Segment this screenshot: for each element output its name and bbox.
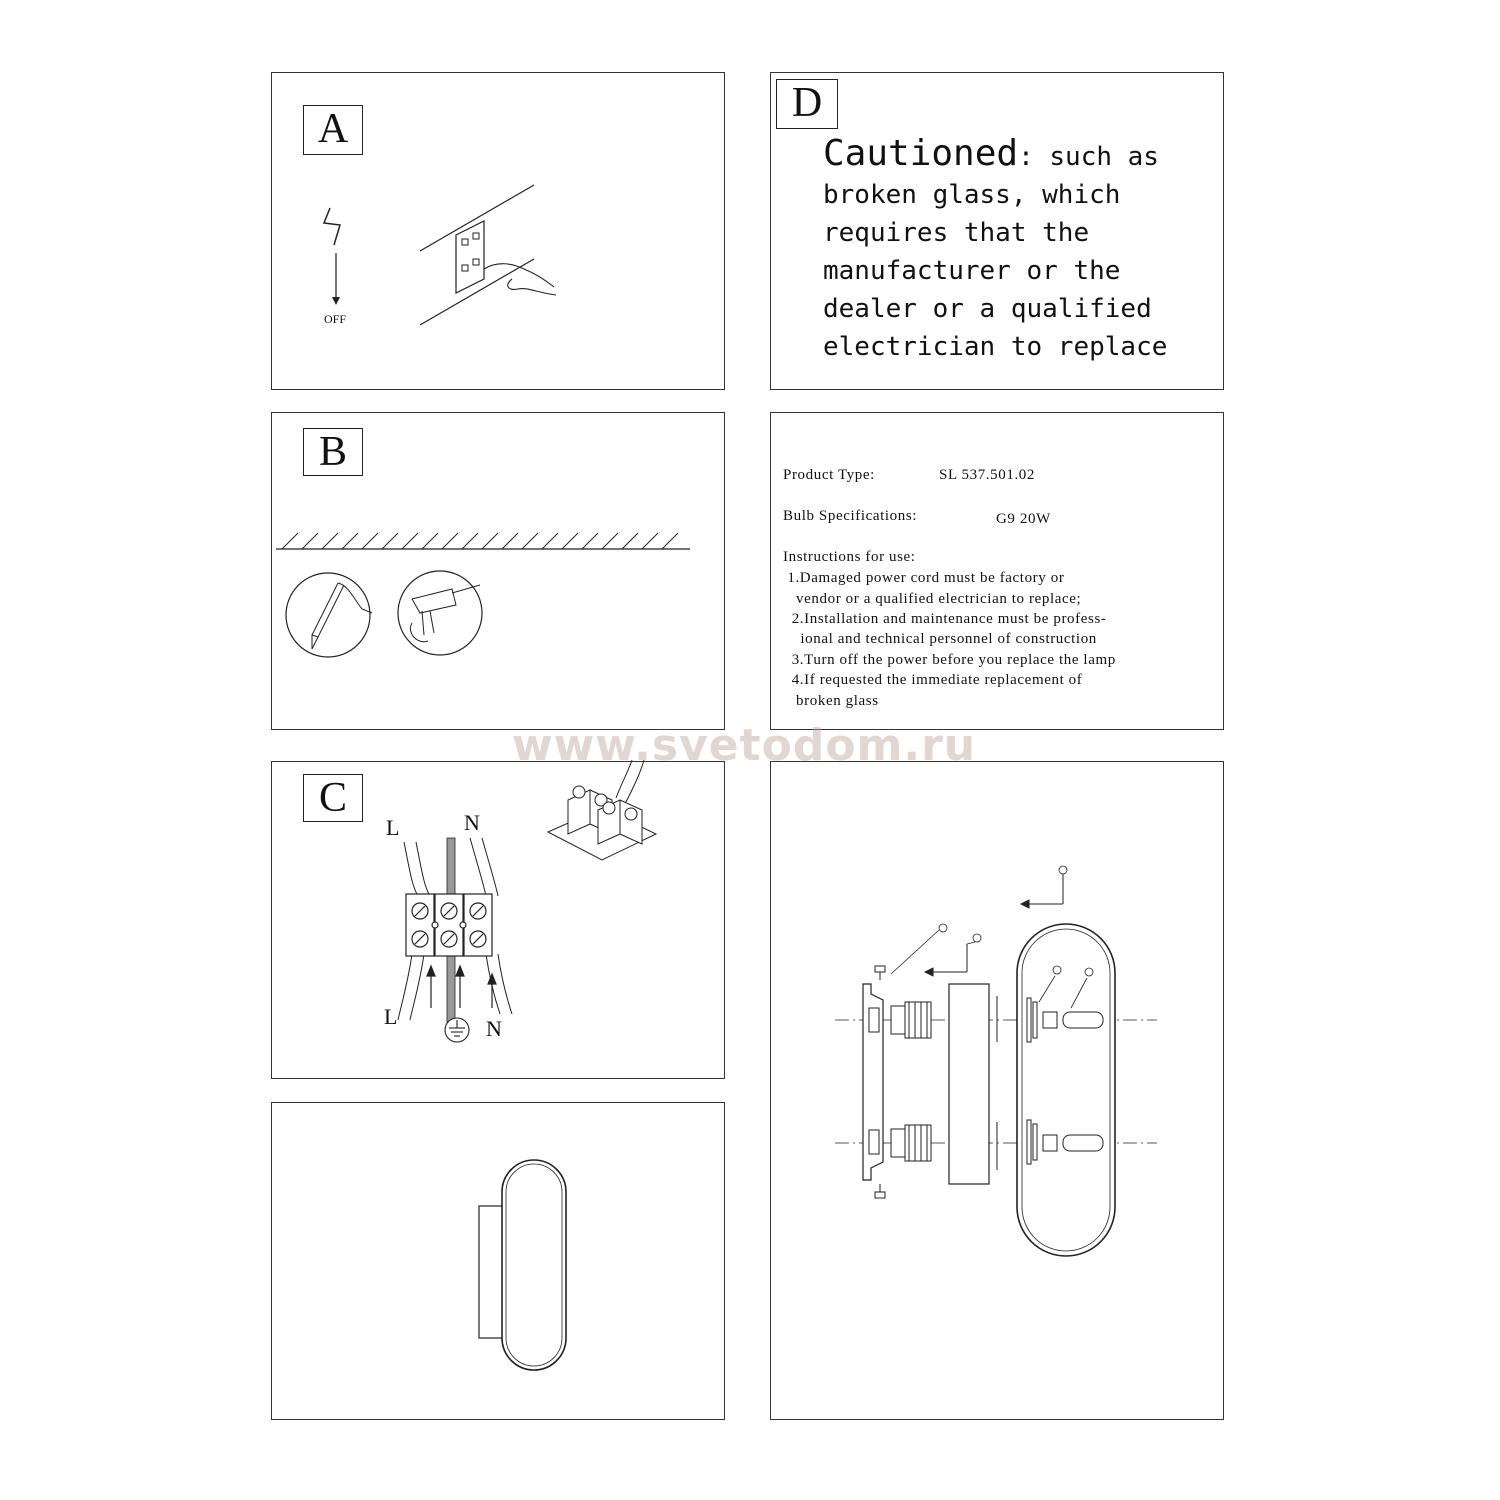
panel-c bbox=[271, 761, 725, 1079]
lamp-base-plate bbox=[479, 1206, 503, 1338]
bulb-spec-label: Bulb Specifications: bbox=[783, 508, 918, 524]
g9-bulb-top bbox=[1043, 1012, 1103, 1028]
panel-a bbox=[271, 72, 725, 390]
power-off-illustration bbox=[272, 73, 726, 391]
drill-icon bbox=[410, 585, 480, 642]
lamp-housing bbox=[949, 984, 989, 1184]
insert-arrows bbox=[427, 966, 496, 1008]
front-view-panel bbox=[271, 1102, 725, 1420]
lamp-side-view bbox=[272, 1103, 726, 1421]
bracket-slot-top bbox=[869, 1008, 879, 1032]
earth-ground-icon bbox=[445, 1018, 469, 1042]
step-letter-d: D bbox=[776, 79, 838, 129]
product-type-label: Product Type: bbox=[783, 467, 875, 483]
instruction-line: 3.Turn off the power before you replace the lamp bbox=[783, 652, 1116, 668]
pencil-mark-circle bbox=[286, 573, 370, 657]
terminal-block-3d-icon bbox=[548, 760, 656, 860]
wire-label-n-top: N bbox=[464, 810, 480, 835]
lamp-socket-top bbox=[891, 1002, 931, 1038]
panel-b bbox=[271, 412, 725, 730]
instruction-line: vendor or a qualified electrician to replace; bbox=[783, 591, 1082, 607]
instructions-label: Instructions for use: bbox=[783, 549, 916, 565]
wire-label-n-bottom: N bbox=[486, 1016, 502, 1041]
specs-panel bbox=[770, 412, 1224, 730]
caution-text bbox=[823, 135, 1223, 366]
down-arrow-icon bbox=[332, 297, 340, 305]
off-label: OFF bbox=[324, 312, 347, 326]
step-letter-b: B bbox=[303, 428, 363, 476]
wire-label-l-top: L bbox=[386, 815, 400, 840]
drill-circle bbox=[398, 571, 482, 655]
caution-line-2: broken glass, which bbox=[823, 180, 1121, 210]
instruction-line: ional and technical personnel of construction bbox=[783, 631, 1097, 647]
hand-icon bbox=[484, 264, 556, 295]
switch-box bbox=[456, 221, 484, 293]
step-letter-a: A bbox=[303, 105, 363, 155]
product-type-value: SL 537.501.02 bbox=[939, 467, 1035, 483]
glass-shade-outer bbox=[1017, 924, 1115, 1256]
bracket-slot-bottom bbox=[869, 1130, 879, 1154]
terminal-block bbox=[406, 894, 492, 956]
caution-line-6: electrician to replace bbox=[823, 332, 1168, 362]
wire-label-l-bottom: L bbox=[384, 1004, 398, 1029]
ceiling-hatching bbox=[282, 533, 678, 549]
caution-line-4: manufacturer or the bbox=[823, 256, 1121, 286]
instruction-line: 4.If requested the immediate replacement of bbox=[783, 672, 1083, 688]
exploded-view-panel bbox=[770, 761, 1224, 1420]
wiring-illustration bbox=[272, 762, 726, 1080]
caution-line-5: dealer or a qualified bbox=[823, 294, 1152, 324]
wire-n-top bbox=[470, 838, 498, 896]
caution-line-3: requires that the bbox=[823, 218, 1090, 248]
watermark: www.svetodom.ru bbox=[512, 720, 977, 771]
bulb-spec-value: G9 20W bbox=[996, 511, 1051, 527]
lightning-icon bbox=[324, 208, 340, 245]
g9-bulb-bottom bbox=[1043, 1135, 1103, 1151]
lamp-socket-bottom bbox=[891, 1125, 931, 1161]
instruction-line: 2.Installation and maintenance must be profess- bbox=[783, 611, 1107, 627]
instruction-line: 1.Damaged power cord must be factory or bbox=[783, 570, 1065, 586]
panel-d bbox=[770, 72, 1224, 390]
wire-l-bottom bbox=[398, 954, 424, 1020]
ceiling-drill-illustration bbox=[272, 413, 726, 731]
lamp-shade-outer bbox=[502, 1160, 566, 1370]
instruction-line: broken glass bbox=[783, 693, 879, 709]
step-letter-c: C bbox=[303, 774, 363, 822]
caution-heading: Cautioned bbox=[823, 133, 1019, 174]
caution-line-1: Cautioned: such as bbox=[823, 133, 1159, 174]
exploded-assembly-diagram bbox=[771, 762, 1225, 1421]
wire-l-top bbox=[404, 842, 430, 896]
